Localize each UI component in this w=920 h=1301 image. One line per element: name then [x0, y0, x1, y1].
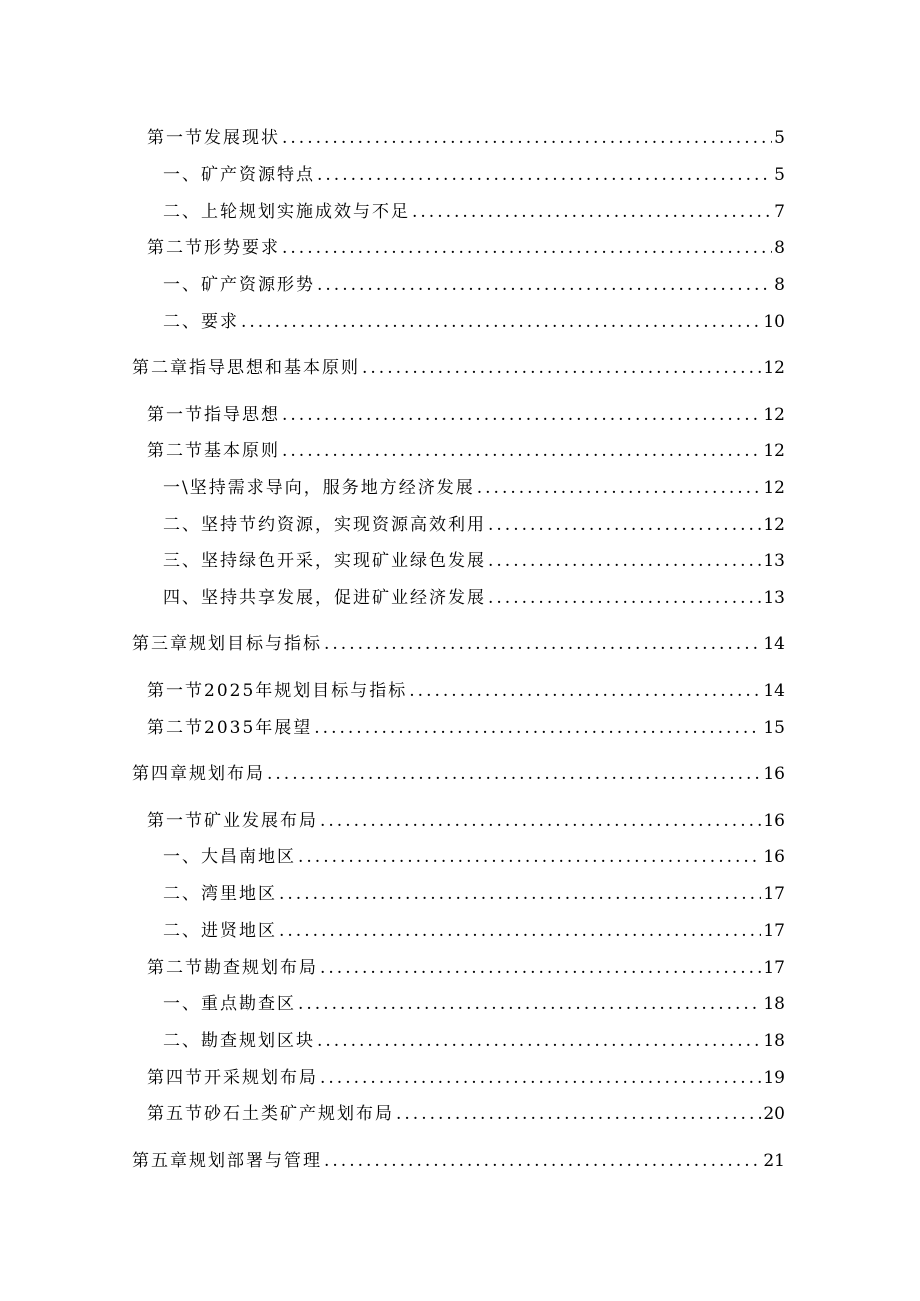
toc-entry-label: 第五章规划部署与管理 [132, 1151, 322, 1171]
toc-entry-label: 第二节形势要求 [147, 238, 280, 258]
toc-entry[interactable] [163, 511, 785, 539]
dot-leader [320, 807, 761, 835]
toc-entry-label: 第一节发展现状 [147, 128, 280, 148]
toc-page-number: 16 [763, 811, 785, 831]
dot-leader [267, 760, 761, 788]
toc-page-number: 8 [774, 275, 785, 295]
toc-page-number: 5 [774, 165, 785, 185]
dot-leader [320, 1064, 761, 1092]
dot-leader [362, 354, 761, 382]
toc-entry-label: 第四章规划布局 [132, 764, 265, 784]
toc-page-number: 13 [763, 588, 785, 608]
dot-leader [282, 234, 772, 262]
dot-leader [324, 630, 761, 658]
toc-entry-label: 第一节矿业发展布局 [147, 811, 318, 831]
toc-entry[interactable] [132, 630, 785, 658]
toc-page-number: 12 [763, 358, 785, 378]
toc-page-number: 12 [763, 515, 785, 535]
toc-entry[interactable] [147, 437, 785, 465]
toc-entry[interactable] [147, 677, 785, 705]
dot-leader [488, 547, 761, 575]
toc-entry-label: 一、重点勘查区 [163, 994, 296, 1014]
toc-page-number: 17 [763, 884, 785, 904]
toc-page-number: 12 [763, 441, 785, 461]
toc-entry[interactable] [163, 161, 785, 189]
toc-entry[interactable] [163, 474, 785, 502]
toc-entry[interactable] [163, 547, 785, 575]
dot-leader [477, 474, 762, 502]
toc-page-number: 13 [763, 551, 785, 571]
dot-leader [282, 401, 761, 429]
dot-leader [298, 843, 761, 871]
toc-page-number: 5 [774, 128, 785, 148]
toc-page-number: 19 [763, 1068, 785, 1088]
toc-entry-label: 二、湾里地区 [163, 884, 277, 904]
toc-entry[interactable] [132, 1147, 785, 1175]
toc-entry-label: 一、矿产资源特点 [163, 165, 315, 185]
toc-page-number: 20 [763, 1104, 785, 1124]
toc-entry-label: 一、矿产资源形势 [163, 275, 315, 295]
dot-leader [241, 308, 761, 336]
toc-entry[interactable] [163, 308, 785, 336]
toc-entry[interactable] [147, 714, 785, 742]
toc-entry-label: 第三章规划目标与指标 [132, 634, 322, 654]
toc-page-number: 18 [763, 1031, 785, 1051]
dot-leader [317, 161, 772, 189]
dot-leader [488, 584, 761, 612]
toc-entry-label: 二、勘查规划区块 [163, 1031, 315, 1051]
toc-entry-label: 二、要求 [163, 312, 239, 332]
dot-leader [324, 1147, 761, 1175]
toc-entry-label: 第二节勘查规划布局 [147, 958, 318, 978]
dot-leader [409, 677, 761, 705]
dot-leader [279, 917, 761, 945]
toc-entry[interactable] [163, 917, 785, 945]
dot-leader [396, 1100, 761, 1128]
toc-page-number: 21 [763, 1151, 785, 1171]
toc-page-number: 12 [763, 478, 785, 498]
toc-page-number: 16 [763, 764, 785, 784]
toc-entry-label: 第二章指导思想和基本原则 [132, 358, 360, 378]
dot-leader [298, 990, 761, 1018]
toc-entry-label: 四、坚持共享发展，促进矿业经济发展 [163, 588, 486, 608]
toc-entry[interactable] [163, 198, 785, 226]
toc-page-number: 18 [763, 994, 785, 1014]
toc-entry[interactable] [163, 843, 785, 871]
toc-entry[interactable] [163, 880, 785, 908]
dot-leader [282, 124, 772, 152]
toc-entry[interactable] [163, 271, 785, 299]
toc-entry[interactable] [147, 234, 785, 262]
toc-entry-label: 三、坚持绿色开采，实现矿业绿色发展 [163, 551, 486, 571]
toc-page-number: 17 [763, 921, 785, 941]
toc-entry[interactable] [163, 990, 785, 1018]
toc-entry-label: 第五节砂石土类矿产规划布局 [147, 1104, 394, 1124]
dot-leader [317, 1027, 761, 1055]
dot-leader [282, 437, 761, 465]
dot-leader [412, 198, 772, 226]
toc-page-number: 17 [763, 958, 785, 978]
dot-leader [314, 714, 761, 742]
toc-entry[interactable] [132, 354, 785, 382]
dot-leader [488, 511, 761, 539]
toc-entry-label: 第一节2025年规划目标与指标 [147, 681, 408, 701]
toc-entry-label: 二、上轮规划实施成效与不足 [163, 202, 410, 222]
dot-leader [279, 880, 761, 908]
toc-entry[interactable] [132, 760, 785, 788]
toc-entry-label: 二、坚持节约资源，实现资源高效利用 [163, 515, 486, 535]
toc-entry[interactable] [163, 584, 785, 612]
toc-entry-label: 二、进贤地区 [163, 921, 277, 941]
toc-entry-label: 第四节开采规划布局 [147, 1068, 318, 1088]
toc-entry[interactable] [147, 807, 785, 835]
toc-entry[interactable] [163, 1027, 785, 1055]
toc-page-number: 14 [763, 634, 785, 654]
toc-entry-label: 一\坚持需求导向，服务地方经济发展 [163, 478, 475, 498]
toc-entry[interactable] [147, 124, 785, 152]
dot-leader [320, 954, 761, 982]
toc-page-number: 14 [763, 681, 785, 701]
toc-entry[interactable] [147, 1100, 785, 1128]
toc-entry-label: 第二节基本原则 [147, 441, 280, 461]
toc-page-number: 10 [763, 312, 785, 332]
toc-entry-label: 第二节2035年展望 [147, 718, 313, 738]
toc-page-number: 15 [763, 718, 785, 738]
toc-entry[interactable] [147, 1064, 785, 1092]
toc-entry-label: 第一节指导思想 [147, 405, 280, 425]
toc-page-number: 16 [763, 847, 785, 867]
toc-entry[interactable] [147, 954, 785, 982]
toc-entry[interactable] [147, 401, 785, 429]
toc-page-number: 7 [774, 202, 785, 222]
toc-page-number: 12 [763, 405, 785, 425]
dot-leader [317, 271, 772, 299]
toc-entry-label: 一、大昌南地区 [163, 847, 296, 867]
toc-page-number: 8 [774, 238, 785, 258]
